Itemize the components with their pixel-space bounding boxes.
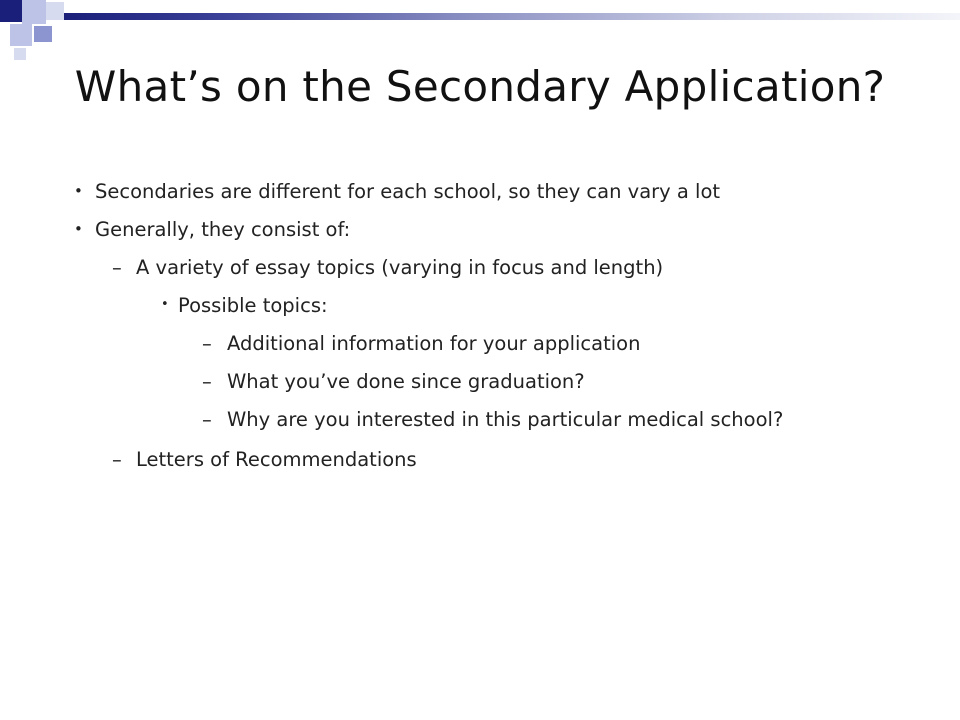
- decorative-square: [0, 0, 22, 22]
- header-gradient-bar: [64, 13, 960, 20]
- decorative-square: [46, 2, 64, 20]
- list-item: [202, 408, 784, 431]
- dash-marker: –: [112, 448, 122, 471]
- list-item: [112, 448, 417, 471]
- dash-marker: –: [112, 256, 122, 279]
- bullet-marker: •: [161, 297, 169, 312]
- list-item: [74, 218, 351, 241]
- decorative-square: [22, 0, 46, 24]
- list-item: [161, 294, 328, 317]
- list-item-text: Additional information for your application: [227, 332, 641, 355]
- list-item-text: Possible topics:: [178, 294, 328, 317]
- bullet-marker: •: [74, 182, 83, 200]
- list-item-text: Letters of Recommendations: [136, 448, 417, 471]
- decorative-square: [14, 48, 26, 60]
- list-item: [202, 370, 585, 393]
- bullet-marker: •: [74, 220, 83, 238]
- list-item-text: Secondaries are different for each school, so they can vary a lot: [95, 180, 721, 203]
- dash-marker: –: [202, 370, 212, 393]
- dash-marker: –: [202, 408, 212, 431]
- list-item: [112, 256, 664, 279]
- list-item: [202, 332, 641, 355]
- dash-marker: –: [202, 332, 212, 355]
- list-item-text: A variety of essay topics (varying in focus and length): [136, 256, 664, 279]
- decorative-square: [34, 26, 52, 42]
- list-item-text: Why are you interested in this particular medical school?: [227, 408, 784, 431]
- list-item-text: Generally, they consist of:: [95, 218, 351, 241]
- list-item-text: What you’ve done since graduation?: [227, 370, 585, 393]
- decorative-square: [10, 24, 32, 46]
- list-item: [74, 180, 721, 203]
- slide-title: What’s on the Secondary Application?: [74, 62, 886, 111]
